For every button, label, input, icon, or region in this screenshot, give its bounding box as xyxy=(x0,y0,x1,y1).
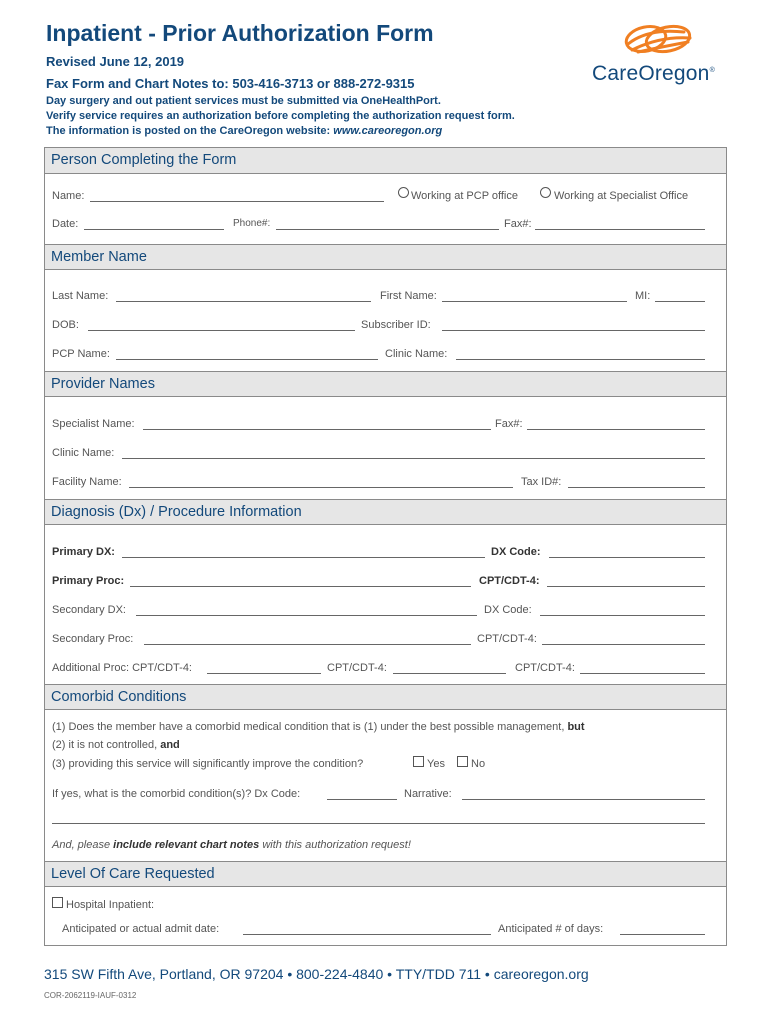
provider-clinic-field[interactable] xyxy=(122,458,705,459)
page-title: Inpatient - Prior Authorization Form xyxy=(46,20,434,46)
cpt3-field[interactable] xyxy=(393,673,506,674)
section-provider-header: Provider Names xyxy=(45,371,726,397)
facility-name-field[interactable] xyxy=(129,487,513,488)
primary-dx-label: Primary DX: xyxy=(52,546,115,558)
dob-field[interactable] xyxy=(88,330,355,331)
dx-code-label: DX Code: xyxy=(491,546,541,558)
first-name-label: First Name: xyxy=(380,290,437,302)
first-name-field[interactable] xyxy=(442,301,627,302)
dob-label: DOB: xyxy=(52,319,79,331)
phone-label: Phone#: xyxy=(233,218,271,229)
last-name-label: Last Name: xyxy=(52,290,109,302)
comorbid-dx-code-field[interactable] xyxy=(327,799,397,800)
hospital-inpatient-checkbox[interactable] xyxy=(52,897,63,908)
comorbid-dx-code-label: If yes, what is the comorbid condition(s)? Dx Code: xyxy=(52,788,301,800)
fax-field[interactable] xyxy=(535,229,705,230)
mi-field[interactable] xyxy=(655,301,705,302)
additional-cpt-field[interactable] xyxy=(207,673,321,674)
dx-code-field[interactable] xyxy=(549,557,705,558)
specialist-name-field[interactable] xyxy=(143,429,491,430)
no-label: No xyxy=(471,758,486,770)
cpt4-field[interactable] xyxy=(580,673,705,674)
last-name-field[interactable] xyxy=(116,301,371,302)
secondary-proc-field[interactable] xyxy=(144,644,471,645)
clinic-name-label: Clinic Name: xyxy=(385,348,448,360)
section-member-header: Member Name xyxy=(45,244,726,270)
secondary-proc-label: Secondary Proc: xyxy=(52,633,134,645)
cpt2-label: CPT/CDT-4: xyxy=(477,633,537,645)
comorbid-question-3: (3) providing this service will significantly improve the condition? xyxy=(52,758,364,770)
admit-date-field[interactable] xyxy=(243,934,491,935)
narrative-field[interactable] xyxy=(462,799,705,800)
tax-id-field[interactable] xyxy=(568,487,705,488)
specialist-name-label: Specialist Name: xyxy=(52,418,135,430)
website-link[interactable]: www.careoregon.org xyxy=(333,125,443,137)
specialist-office-radio[interactable] xyxy=(540,187,551,198)
footer-address: 315 SW Fifth Ave, Portland, OR 97204 • 800-224-4840 • TTY/TDD 711 • careoregon.org xyxy=(44,966,589,982)
subscriber-label: Subscriber ID: xyxy=(361,319,431,331)
specialist-office-label: Working at Specialist Office xyxy=(554,190,689,202)
fax-label: Fax#: xyxy=(504,218,532,230)
days-field[interactable] xyxy=(620,934,705,935)
secondary-dx-label: Secondary DX: xyxy=(52,604,126,616)
hospital-inpatient-label: Hospital Inpatient: xyxy=(66,899,155,911)
subscriber-field[interactable] xyxy=(442,330,705,331)
cpt-label: CPT/CDT-4: xyxy=(479,575,540,587)
dx-code2-label: DX Code: xyxy=(484,604,532,616)
secondary-dx-field[interactable] xyxy=(136,615,477,616)
comorbid-question-1: (1) Does the member have a comorbid medical condition that is (1) under the best possible management, but xyxy=(52,721,585,733)
section-diagnosis-header: Diagnosis (Dx) / Procedure Information xyxy=(45,499,726,525)
date-field[interactable] xyxy=(84,229,224,230)
fax-line: Fax Form and Chart Notes to: 503-416-3713 or 888-272-9315 xyxy=(46,76,415,91)
logo-text: CareOregon® xyxy=(592,62,715,85)
narrative-field-line-2[interactable] xyxy=(52,823,705,824)
provider-clinic-label: Clinic Name: xyxy=(52,447,115,459)
primary-proc-field[interactable] xyxy=(130,586,471,587)
pcp-office-label: Working at PCP office xyxy=(411,190,518,202)
additional-proc-label: Additional Proc: CPT/CDT-4: xyxy=(52,662,192,674)
chart-notes-reminder: And, please include relevant chart notes with this authorization request! xyxy=(52,839,411,851)
revised-date: Revised June 12, 2019 xyxy=(46,54,185,69)
section-person-header: Person Completing the Form xyxy=(45,148,726,174)
facility-name-label: Facility Name: xyxy=(52,476,122,488)
section-care-header: Level Of Care Requested xyxy=(45,861,726,887)
tax-id-label: Tax ID#: xyxy=(521,476,562,488)
provider-fax-label: Fax#: xyxy=(495,418,523,430)
yes-label: Yes xyxy=(427,758,445,770)
dx-code2-field[interactable] xyxy=(540,615,705,616)
cpt4-label: CPT/CDT-4: xyxy=(515,662,575,674)
date-label: Date: xyxy=(52,218,79,230)
note-website: The information is posted on the CareOregon website: www.careoregon.org xyxy=(46,125,443,137)
admit-date-label: Anticipated or actual admit date: xyxy=(62,923,220,935)
mi-label: MI: xyxy=(635,290,651,302)
pcp-name-label: PCP Name: xyxy=(52,348,110,360)
name-field[interactable] xyxy=(90,201,384,202)
cpt2-field[interactable] xyxy=(542,644,705,645)
provider-fax-field[interactable] xyxy=(527,429,705,430)
form-code: COR-2062119-IAUF-0312 xyxy=(44,991,137,1000)
primary-dx-field[interactable] xyxy=(122,557,485,558)
no-checkbox[interactable] xyxy=(457,756,468,767)
name-label: Name: xyxy=(52,190,85,202)
pcp-name-field[interactable] xyxy=(116,359,378,360)
days-label: Anticipated # of days: xyxy=(498,923,604,935)
cpt-field[interactable] xyxy=(547,586,705,587)
section-comorbid-header: Comorbid Conditions xyxy=(45,684,726,710)
note-verify: Verify service requires an authorization before completing the authorization request form. xyxy=(46,110,515,122)
pcp-office-radio[interactable] xyxy=(398,187,409,198)
note-onehealthport: Day surgery and out patient services must be submitted via OneHealthPort. xyxy=(46,95,441,107)
yes-checkbox[interactable] xyxy=(413,756,424,767)
primary-proc-label: Primary Proc: xyxy=(52,575,125,587)
phone-field[interactable] xyxy=(276,229,499,230)
cpt3-label: CPT/CDT-4: xyxy=(327,662,387,674)
comorbid-question-2: (2) it is not controlled, and xyxy=(52,739,180,751)
clinic-name-field[interactable] xyxy=(456,359,705,360)
narrative-label: Narrative: xyxy=(404,788,452,800)
